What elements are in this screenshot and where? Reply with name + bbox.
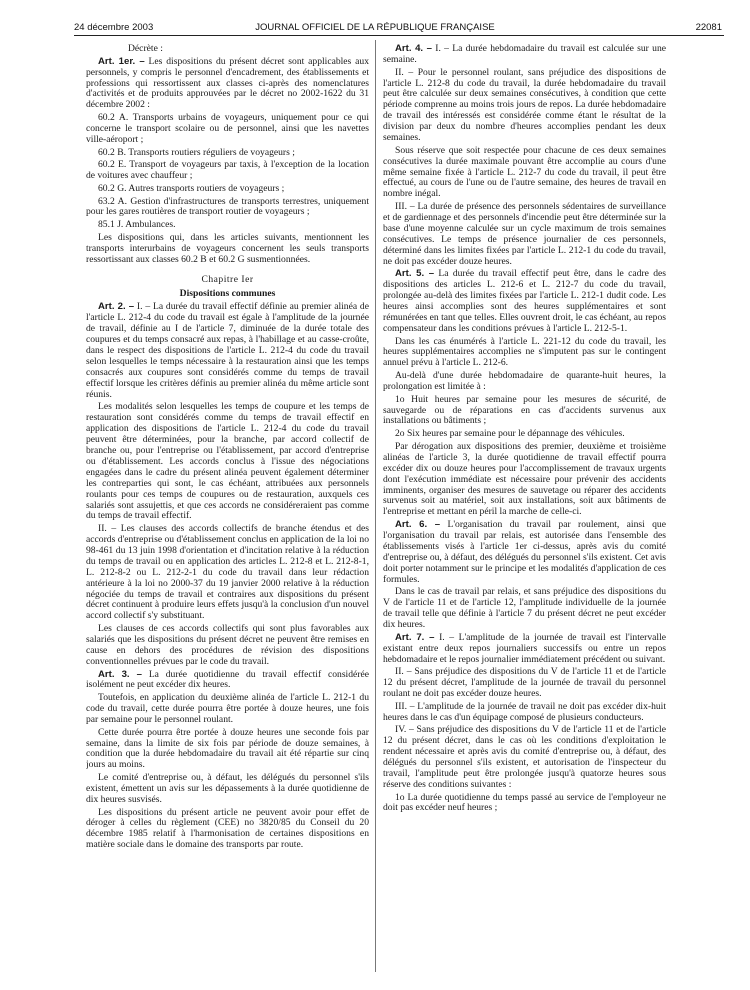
- header-rule: [74, 35, 724, 36]
- article-2-label: Art. 2. –: [98, 301, 135, 313]
- article-5-para: [383, 269, 666, 334]
- article-3-label: Art. 3. –: [98, 668, 142, 680]
- article-1-para: [86, 57, 369, 112]
- class-item: 60.2 E. Transport de voyageurs par taxis, à l'exception de la location de voitures avec chauffeur ;: [86, 159, 369, 182]
- article-6-para: [383, 520, 666, 585]
- article-7-para: 1o La durée quotidienne du temps passé au service de l'employeur ne doit pas excéder neuf heures ;: [383, 791, 666, 814]
- article-5-para: 1o Huit heures par semaine pour les mesures de sécurité, de sauvegarde ou de réparations en cas d'accidents survenus aux installations ou bâtiments ;: [383, 393, 666, 427]
- article-7-para: IV. – Sans préjudice des dispositions du V de l'article 11 et de l'article 12 du présent décret, dans le cas où les conditions d'exploitation le rendent nécessaire et après avis du comité d'entreprise ou, à défaut, des délégués du personnel s'ils existent, et autorisation de l'inspecteur du travail, l'amplitude peut être prolongée jusqu'à quatorze heures sous réserve des conditions suivantes :: [383, 724, 666, 790]
- article-6-para: Dans le cas de travail par relais, et sans préjudice des dispositions du V de l'article 11 et de l'article 12, l'amplitude individuelle de la journée de travail telle que définie à l'article 7 du présent décret ne peut excéder dix heures.: [383, 586, 666, 630]
- article-4-para: II. – Pour le personnel roulant, sans préjudice des dispositions de l'article L. 212-8 du code du travail, la durée hebdomadaire du travail peut être calculée sur deux semaines consécutives, à condition que cette période comprenne au moins trois jours de repos. La durée hebdomadaire de travail des intéressés est considérée comme étant le résultat de la division par deux du nombre d'heures accomplies pendant les deux semaines.: [383, 66, 666, 144]
- article-1-closing: Les dispositions qui, dans les articles suivants, mentionnent les transports interurbains de voyageurs concernent les seuls transports ressortissant aux classes 60.2 B et 60.2 G susmentionnées.: [86, 231, 369, 265]
- right-column: [383, 44, 666, 974]
- article-3-para: Toutefois, en application du deuxième alinéa de l'article L. 212-1 du code du travail, cette durée pourra être portée à douze heures, une fois par semaine pour le personnel roulant.: [86, 692, 369, 725]
- chapter-heading: Chapitre Ier: [201, 273, 254, 285]
- class-item: 60.2 A. Transports urbains de voyageurs, uniquement pour ce qui concerne le transport scolaire ou de personnel, ainsi que les navettes ville-aéroport ;: [86, 112, 369, 145]
- article-2-para: Les modalités selon lesquelles les temps de coupure et les temps de restauration sont considérés comme du temps de travail effectif en application des dispositions de l'article L. 212-4 du code du travail peuvent être déterminées, pour la branche, par accord collectif de branche ou, pour l'entreprise ou l'établissement, par accord d'entreprise ou d'établissement. Les accords conclus à l'issue des négociations engagées dans le cadre du présent alinéa peuvent également déterminer les contreparties qui sont, le cas échéant, attribuées aux personnels roulants pour ces temps de coupures ou de restauration, auxquels ces salariés sont assujettis, et que ces accords ne considéreraient pas comme du temps de travail effectif.: [86, 401, 369, 522]
- article-5-para: Par dérogation aux dispositions des premier, deuxième et troisième alinéas de l'article 3, la durée quotidienne de travail effectif pourra excéder dix ou douze heures pour l'accomplissement de travaux urgents dont l'exécution immédiate est nécessaire pour prévenir des accidents imminents, organiser des mesures de sauvetage ou réparer des accidents survenus soit au matériel, soit aux installations, soit aux bâtiments de l'entreprise et mettant en péril la marche de celle-ci.: [383, 440, 666, 518]
- header-date: 24 décembre 2003: [74, 22, 154, 33]
- article-2-para: [86, 302, 369, 400]
- column-divider: [375, 40, 376, 972]
- article-2-para: II. – Les clauses des accords collectifs de branche étendus et des accords d'entreprise ou d'établissement conclus en application de la loi no 98-461 du 13 juin 1998 d'orientation et d'incitation relative à la réduction du temps de travail ou en application des articles L. 212-8 et L. 212-8-1, L. 212-8-2 ou L. 212-2-1 du code du travail dans leur rédaction antérieure à la loi no 2000-37 du 19 janvier 2000 relative à la réduction négociée du temps de travail et contraires aux dispositions du présent décret continuent à produire leurs effets jusqu'à la conclusion d'un nouvel accord collectif s'y substituant.: [86, 523, 369, 622]
- article-1-label: Art. 1er. –: [98, 55, 145, 67]
- article-7-para: III. – L'amplitude de la journée de travail ne doit pas excéder dix-huit heures dans le cas d'un équipage composé de plusieurs conducteurs.: [383, 700, 666, 723]
- left-column: [86, 44, 369, 974]
- article-7-label: Art. 7. –: [395, 631, 435, 643]
- article-5-label: Art. 5. –: [395, 268, 435, 280]
- article-4-para: [383, 44, 666, 66]
- article-3-para: [86, 670, 369, 692]
- class-item: 63.2 A. Gestion d'infrastructures de transports terrestres, uniquement pour les gares routières de transport routier de voyageurs ;: [86, 195, 369, 218]
- article-7-para: II. – Sans préjudice des dispositions du V de l'article 11 et de l'article 12 du présent décret, l'amplitude de la journée de travail du personnel roulant ne doit pas excéder douze heures.: [383, 666, 666, 700]
- article-3-para: Les dispositions du présent article ne peuvent avoir pour effet de déroger à celles du règlement (CEE) no 3820/85 du Conseil du 20 décembre 1985 relatif à l'harmonisation de certaines dispositions en matière sociale dans le domaine des transports par route.: [86, 806, 369, 851]
- article-3-text: La durée quotidienne du travail effectif considérée isolément ne peut excéder dix heures.: [86, 668, 369, 691]
- article-6-label: Art. 6. –: [395, 519, 441, 531]
- article-4-label: Art. 4. –: [395, 44, 432, 54]
- chapter-title: Dispositions communes: [179, 287, 276, 299]
- article-2-para: Les clauses de ces accords collectifs qui sont plus favorables aux salariés que les dispositions du présent décret ne peuvent être remises en cause en dehors des procédures de révision des dispositions conventionnelles prévues par le code du travail.: [86, 623, 369, 667]
- header-journal-title: JOURNAL OFFICIEL DE LA RÉPUBLIQUE FRANÇAISE: [255, 22, 495, 33]
- article-7-para: [383, 633, 666, 666]
- class-item: 60.2 G. Autres transports routiers de voyageurs ;: [98, 182, 285, 194]
- article-3-para: Le comité d'entreprise ou, à défaut, les délégués du personnel s'ils existent, émettent un avis sur les dépassements à la durée quotidienne de dix heures susvisés.: [86, 772, 369, 805]
- article-6-text: L'organisation du travail par roulement, ainsi que l'organisation du travail par relais, est autorisée dans l'ensemble des établissements visés à l'article 1er ci-dessus, après avis du comité d'entreprise ou, à défaut, des délégués du personnel s'ils existent. Cet avis doit porter notamment sur le principe et les modalités d'application de ces formules.: [383, 519, 666, 585]
- article-3-para: Cette durée pourra être portée à douze heures une seconde fois par semaine, dans la limite de six fois par période de douze semaines, à condition que la durée hebdomadaire du travail ait été répartie sur cinq jours au moins.: [86, 726, 369, 771]
- article-4-para: III. – La durée de présence des personnels sédentaires de surveillance et de gardiennage et des personnels d'incendie peut être déterminée sur la base d'une moyenne calculée sur un cycle maximum de trois semaines consécutives. Le temps de présence journalier de ces personnels, déterminé dans les limites fixées par l'article L. 212-1 du code du travail, ne doit pas excéder douze heures.: [383, 201, 666, 267]
- article-4-para: Sous réserve que soit respectée pour chacune de ces deux semaines consécutives la durée maximale pouvant être accomplie au cours d'une même semaine fixée à l'article L. 212-7 du code du travail, il peut être effectué, au cours de l'une ou de l'autre semaine, des heures de travail en nombre inégal.: [383, 144, 666, 200]
- article-5-text: La durée du travail effectif peut être, dans le cadre des dispositions des articles L. 212-6 et L. 212-7 du code du travail, prolongée au-delà des limites fixées par l'article L. 212-1 dudit code. Les heures ainsi accomplies sont des heures supplémentaires et sont rémunérées en tant que telles. Elles ouvrent droit, le cas échéant, au repos compensateur dans les conditions prévues à l'article L. 212-5-1.: [383, 268, 666, 334]
- article-2-text: I. – La durée du travail effectif définie au premier alinéa de l'article L. 212-4 du code du travail est égale à l'amplitude de la journée de travail, définie au I de l'article 7, diminuée de la durée totale des coupures et du temps consacré aux repas, à l'habillage et au casse-croûte, dans le respect des dispositions de l'article L. 212-4 du code du travail selon lesquelles le temps nécessaire à la restauration ainsi que les temps consacrés aux coupures sont considérés comme du temps de travail effectif lorsque les critères définis au premier alinéa du même article sont réunis.: [86, 301, 369, 400]
- header-page-number: 22081: [695, 22, 722, 33]
- article-7-text: I. – L'amplitude de la journée de travail est l'intervalle existant entre deux repos journaliers successifs ou entre un repos hebdomadaire et le repos journalier immédiatement précédent ou suivant.: [383, 631, 666, 665]
- article-5-para: Dans les cas énumérés à l'article L. 221-12 du code du travail, les heures supplémentaires accomplies ne s'imputent pas sur le contingent annuel prévu à l'article L. 212-6.: [383, 335, 666, 369]
- class-item: 60.2 B. Transports routiers réguliers de voyageurs ;: [98, 146, 295, 158]
- article-5-para: Au-delà d'une durée hebdomadaire de quarante-huit heures, la prolongation est limitée à :: [383, 370, 666, 392]
- article-5-para: 2o Six heures par semaine pour le dépannage des véhicules.: [395, 428, 625, 440]
- decrete-heading: Décrète :: [128, 44, 163, 54]
- class-item: 85.1 J. Ambulances.: [98, 219, 176, 231]
- article-4-text: I. – La durée hebdomadaire du travail est calculée sur une semaine.: [383, 44, 666, 65]
- article-1-text: Les dispositions du présent décret sont applicables aux personnels, y compris le personnel d'encadrement, des établissements et professions qui ressortissent aux classes ci-après des nomenclatures d'activités et de produits approuvées par le décret no 2002-1622 du 31 décembre 2002 :: [86, 55, 369, 111]
